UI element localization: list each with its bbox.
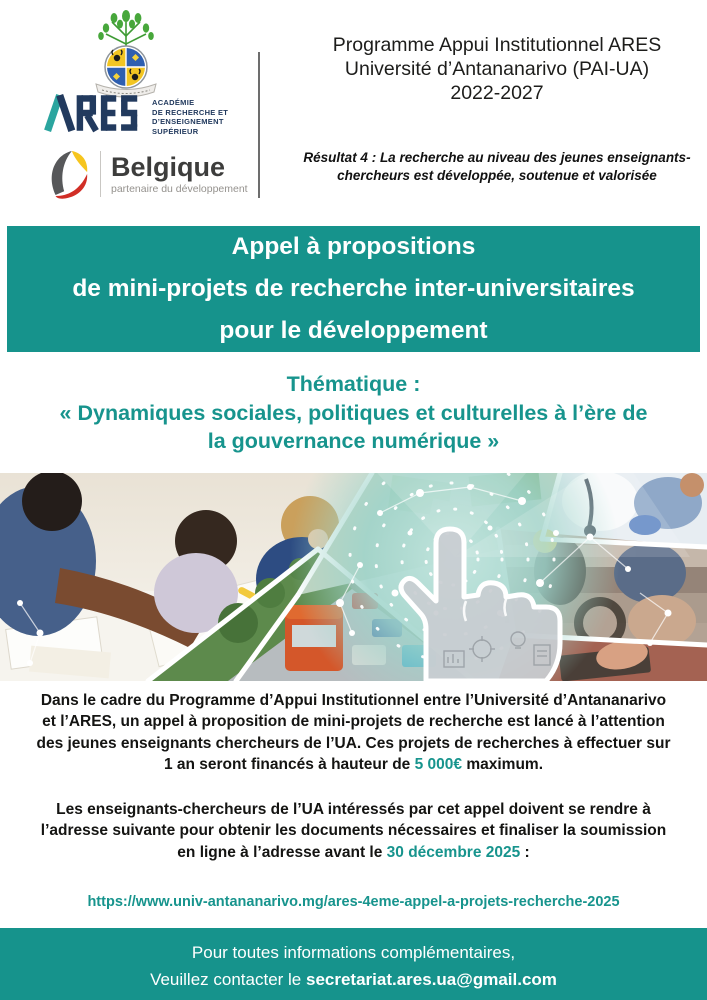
program-title-line1: Programme Appui Institutionnel ARES bbox=[332, 34, 662, 56]
collage-illustration bbox=[0, 473, 707, 681]
thematique-line2: « Dynamiques sociales, politiques et culturelles à l’ère de bbox=[59, 400, 648, 425]
intro-line4 bbox=[28, 754, 679, 775]
belgique-logo-divider bbox=[100, 151, 101, 197]
intro-line4-text: 1 an seront financés à hauteur de bbox=[163, 756, 415, 774]
deadline-highlight: 30 décembre 2025 bbox=[386, 843, 521, 861]
intro-line1: Dans le cadre du Programme d’Appui Institutionnel entre l’Université d’Antananarivo bbox=[40, 692, 667, 709]
banner-line1: Appel à propositions bbox=[231, 233, 476, 260]
program-title-line3: 2022-2027 bbox=[450, 82, 544, 104]
belgique-leaf-icon bbox=[46, 146, 90, 202]
result-statement-line1: Résultat 4 : La recherche au niveau des jeunes enseignants- bbox=[303, 150, 691, 165]
program-title bbox=[296, 33, 698, 105]
footer-line1: Pour toutes informations complémentaires, bbox=[191, 943, 516, 962]
thematique-heading bbox=[0, 370, 707, 456]
photo-collage-image bbox=[0, 473, 707, 681]
ares-tagline bbox=[152, 98, 228, 136]
instr-line1: Les enseignants-chercheurs de l’UA intéressés par cet appel doivent se rendre à bbox=[56, 801, 651, 818]
intro-paragraph bbox=[28, 690, 679, 776]
intro-line3: des jeunes enseignants chercheurs de l’UA. Ces projets de recherches à effectuer sur bbox=[36, 734, 671, 752]
ares-tagline-line: ACADÉMIE bbox=[152, 98, 195, 107]
footer-contact-text: Veuillez contacter le bbox=[150, 970, 306, 989]
instr-line3-text: en ligne à l’adresse avant le bbox=[177, 843, 387, 861]
ares-tagline-line: D’ENSEIGNEMENT bbox=[152, 117, 224, 126]
instructions-paragraph bbox=[28, 799, 679, 863]
belgique-logo bbox=[46, 146, 248, 202]
header-vertical-divider bbox=[258, 52, 260, 198]
ares-logo bbox=[44, 92, 228, 136]
instr-line3 bbox=[28, 842, 679, 863]
funding-amount-highlight: 5 000€ bbox=[414, 756, 463, 774]
instr-line3-tail: : bbox=[520, 843, 530, 861]
instr-line2: l’adresse suivante pour obtenir les documents nécessaires et finaliser la soumission bbox=[40, 822, 667, 840]
university-crest-icon bbox=[84, 6, 168, 98]
thematique-line3: la gouvernance numérique » bbox=[207, 429, 500, 453]
intro-line4-tail: maximum. bbox=[462, 756, 544, 774]
submission-url-link[interactable]: https://www.univ-antananarivo.mg/ares-4eme-appel-a-projets-recherche-2025 bbox=[87, 894, 620, 910]
intro-line2: et l’ARES, un appel à proposition de mini-projets de recherche est lancé à l’attention bbox=[42, 713, 665, 731]
call-title-banner bbox=[7, 226, 700, 352]
banner-line2: de mini-projets de recherche inter-universitaires bbox=[72, 275, 635, 302]
contact-email: secretariat.ares.ua@gmail.com bbox=[305, 970, 557, 989]
banner-line3: pour le développement bbox=[219, 317, 488, 344]
belgique-tagline: partenaire du développement bbox=[111, 182, 248, 195]
university-crest-logo bbox=[84, 6, 168, 103]
result-statement bbox=[292, 149, 702, 184]
result-statement-line2: chercheurs est développée, soutenue et valorisée bbox=[337, 167, 657, 183]
ares-tagline-line: SUPÉRIEUR bbox=[152, 126, 199, 136]
belgique-wordmark: Belgique bbox=[111, 151, 226, 182]
contact-footer bbox=[0, 928, 707, 1000]
thematique-line1: Thématique : bbox=[286, 372, 421, 396]
footer-line2 bbox=[0, 966, 707, 993]
program-title-line2: Université d’Antananarivo (PAI-UA) bbox=[344, 58, 650, 80]
ares-tagline-line: DE RECHERCHE ET bbox=[152, 107, 229, 117]
ares-wordmark-icon bbox=[44, 92, 140, 134]
